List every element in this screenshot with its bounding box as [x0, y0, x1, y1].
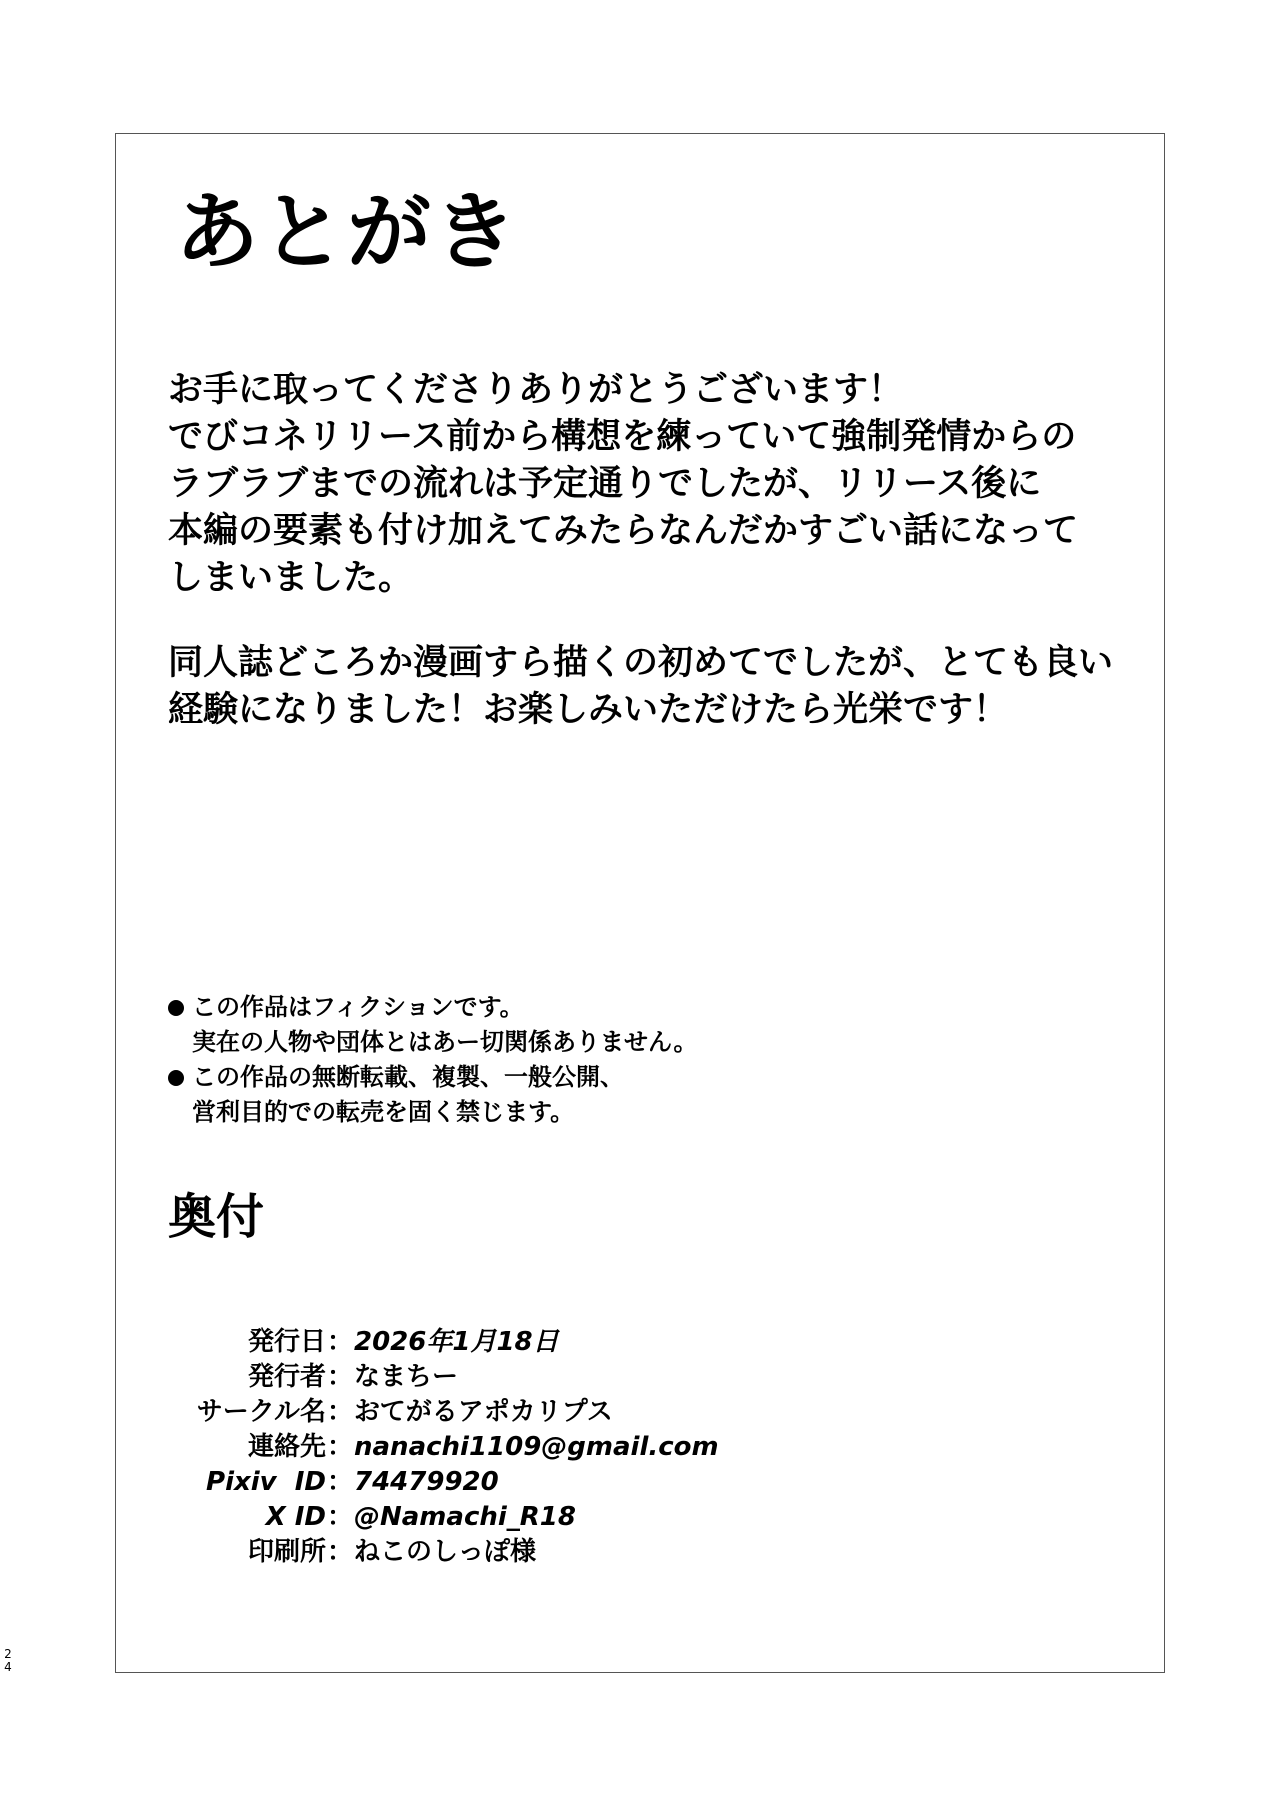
colophon-colon: ：: [326, 1362, 353, 1392]
colophon-label: 印刷所: [247, 1537, 326, 1567]
colophon-colon: ：: [326, 1397, 353, 1427]
colophon-value: @Namachi_R18: [354, 1502, 576, 1532]
notice-list: [168, 990, 697, 1130]
afterword-paragraph-2: [168, 640, 1113, 734]
afterword-title: あとがき: [175, 183, 520, 281]
paragraph-line: 同人誌どころか漫画すら描くの初めてでしたが、とても良い: [168, 643, 1114, 683]
colophon-colon: ：: [326, 1537, 353, 1567]
colophon-value: 2026年1月18日: [354, 1327, 559, 1357]
paragraph-line: 本編の要素も付け加えてみたらなんだかすごい話になって: [168, 511, 1079, 551]
notice-line: この作品の無断転載、複製、一般公開、: [192, 1063, 624, 1091]
colophon-row-publisher: [168, 1360, 719, 1395]
colophon-row-contact: [168, 1430, 719, 1465]
colophon-title: 奥付: [168, 1189, 265, 1245]
paragraph-line: ラブラブまでの流れは予定通りでしたが、リリース後に: [168, 464, 1042, 504]
colophon-row-circle: [168, 1395, 719, 1430]
colophon-row-issue-date: [168, 1325, 719, 1360]
colophon-label: サークル名: [196, 1397, 326, 1427]
colophon-label: 発行日: [247, 1327, 326, 1357]
colophon-label: Pixiv ID: [206, 1467, 326, 1497]
colophon-table: [168, 1325, 719, 1570]
notice-item: [168, 990, 697, 1060]
colophon-label: X ID: [265, 1502, 326, 1532]
colophon-label: 連絡先: [247, 1432, 326, 1462]
colophon-value: ねこのしっぽ様: [354, 1537, 537, 1567]
colophon-value: 74479920: [354, 1467, 499, 1497]
notice-line: この作品はフィクションです。: [192, 993, 524, 1021]
colophon-colon: ：: [326, 1467, 353, 1497]
colophon-row-x: [168, 1500, 719, 1535]
colophon-value: おてがるアポカリプス: [354, 1397, 613, 1427]
paragraph-line: しまいました。: [168, 558, 414, 598]
colophon-row-pixiv: [168, 1465, 719, 1500]
colophon-colon: ：: [326, 1327, 353, 1357]
paragraph-line: でびコネリリース前から構想を練っていて強制発情からの: [168, 417, 1077, 457]
contact-email[interactable]: nanachi1109@gmail.com: [354, 1432, 719, 1462]
notice-line: 実在の人物や団体とはあー切関係ありません。: [192, 1028, 698, 1056]
afterword-paragraph-1: [168, 367, 1078, 602]
colophon-row-printer: [168, 1535, 719, 1570]
paragraph-line: お手に取ってくださりありがとうございます！: [168, 370, 904, 410]
colophon-colon: ：: [326, 1432, 353, 1462]
paragraph-line: 経験になりました！お楽しみいただけたら光栄です！: [168, 690, 1009, 730]
notice-line: 営利目的での転売を固く禁じます。: [192, 1098, 575, 1126]
colophon-value: なまちー: [354, 1362, 459, 1392]
bullet-icon: [168, 1070, 184, 1086]
page-number-digit: 4: [4, 1660, 12, 1674]
colophon-label: 発行者: [247, 1362, 326, 1392]
notice-item: [168, 1060, 697, 1130]
page-number-digit: 2: [4, 1647, 12, 1661]
colophon-colon: ：: [326, 1502, 353, 1532]
bullet-icon: [168, 1000, 184, 1016]
page-number: [3, 1648, 13, 1674]
